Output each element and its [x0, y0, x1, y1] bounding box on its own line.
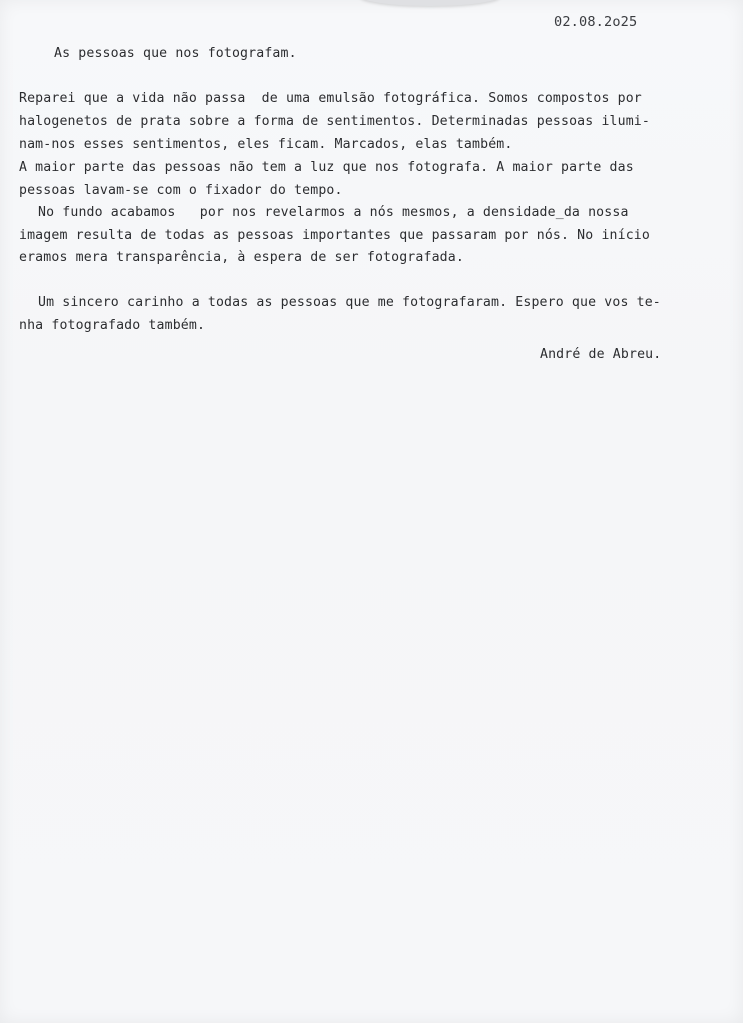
body-line: eramos mera transparência, à espera de ser fotografada. [19, 250, 464, 265]
body-line: pessoas lavam-se com o fixador do tempo. [19, 183, 343, 198]
signature: André de Abreu. [540, 347, 662, 362]
body-line: A maior parte das pessoas não tem a luz que nos fotografa. A maior parte das [19, 160, 634, 175]
body-line: imagem resulta de todas as pessoas importantes que passaram por nós. No início [19, 228, 650, 243]
date: 02.08.2o25 [554, 14, 638, 30]
body-line: Um sincero carinho a todas as pessoas que me fotografaram. Espero que vos te- [38, 295, 661, 310]
body-line: nha fotografado também. [19, 318, 206, 333]
body-line: Reparei que a vida não passa de uma emulsão fotográfica. Somos compostos por [19, 91, 642, 106]
page-title: As pessoas que nos fotografam. [54, 46, 297, 61]
body-line: halogenetos de prata sobre a forma de sentimentos. Determinadas pessoas ilumi- [19, 114, 650, 129]
body-line: No fundo acabamos por nos revelarmos a nós mesmos, a densidade_da nossa [38, 205, 629, 220]
body-line: nam-nos esses sentimentos, eles ficam. Marcados, elas também. [19, 137, 513, 152]
paper-clip-mark [360, 0, 500, 6]
